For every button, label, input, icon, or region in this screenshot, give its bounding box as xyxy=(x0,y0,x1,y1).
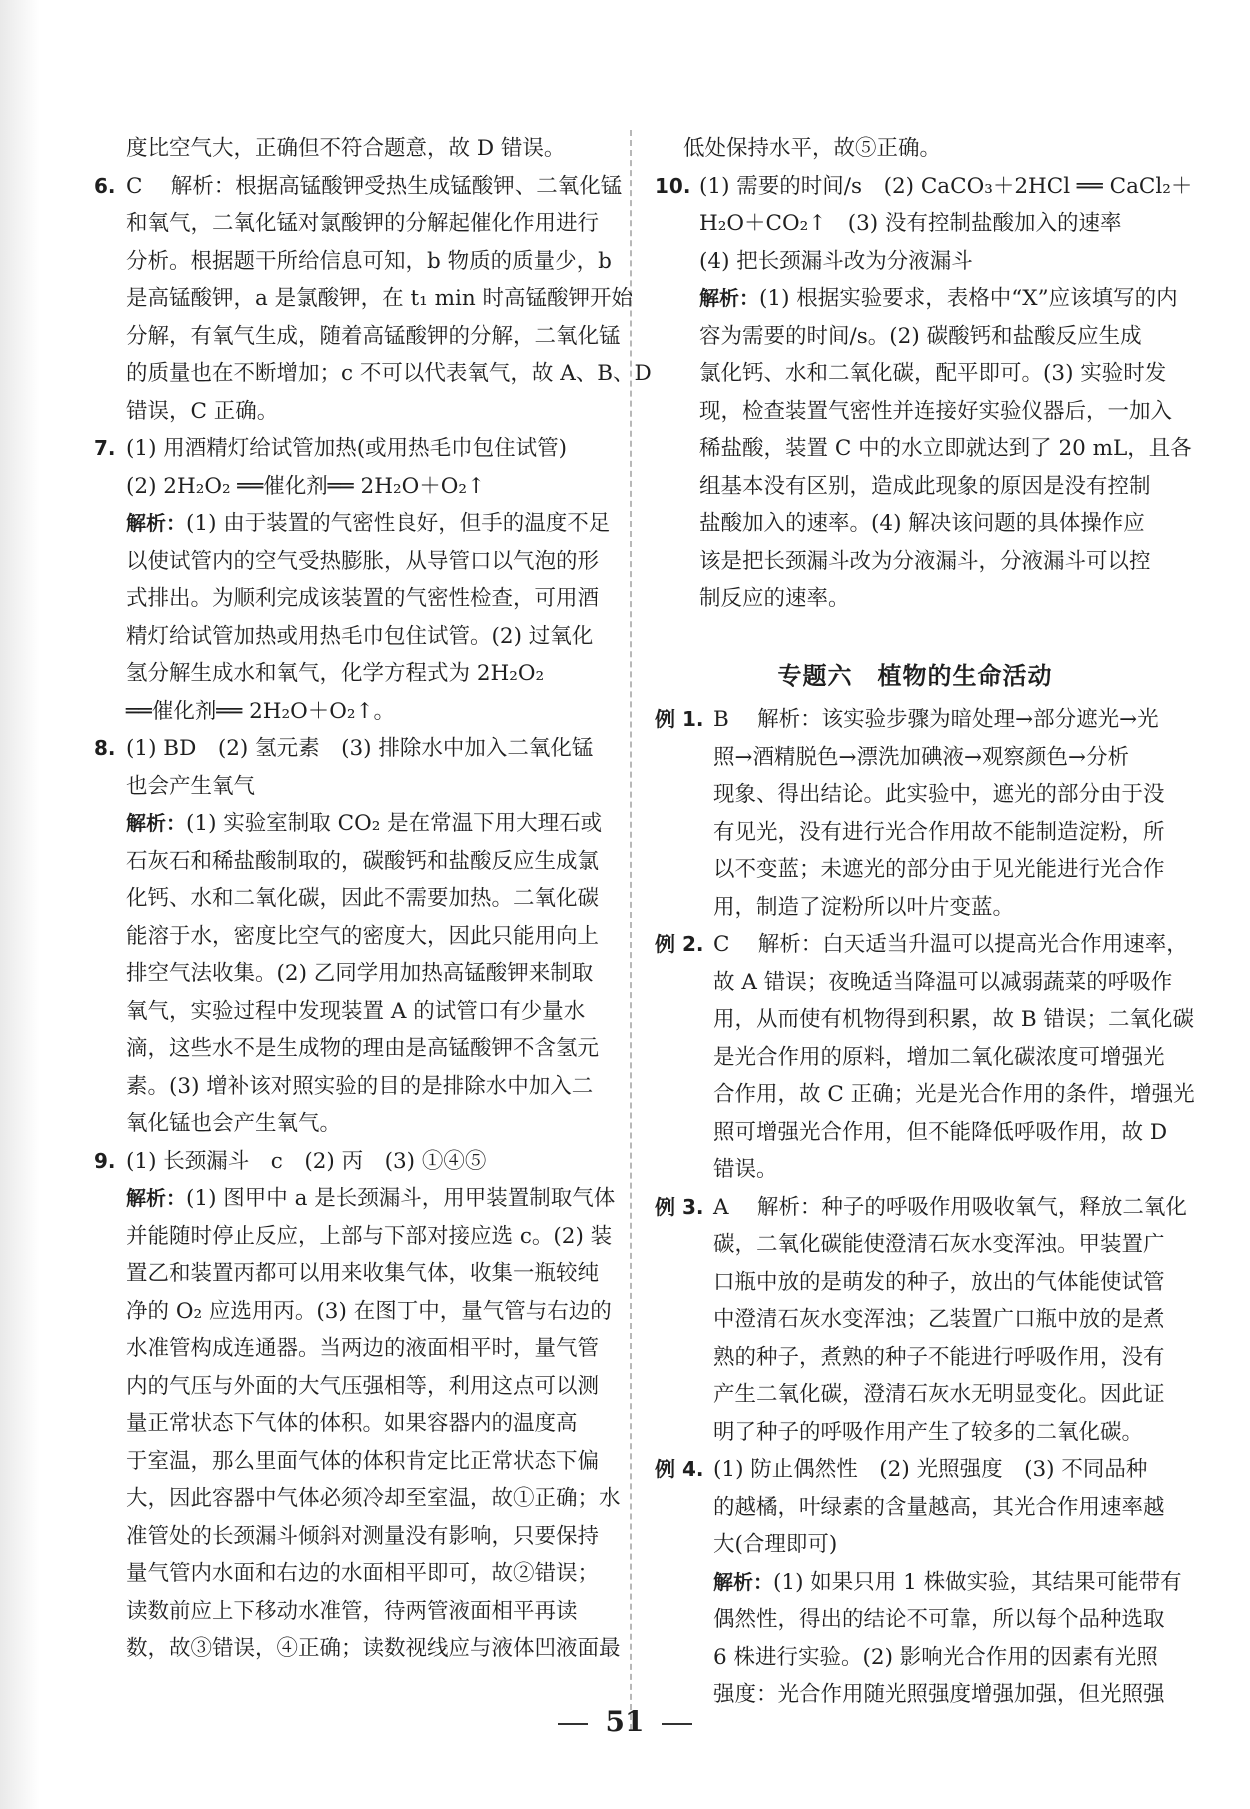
q9-analysis-line: 准管处的长颈漏斗倾斜对测量没有影响，只要保持 xyxy=(126,1523,600,1549)
q10-analysis-line: 现，检查装置气密性并连接好实验仪器后，一加入 xyxy=(699,398,1173,424)
q7-analysis-line: 氢分解生成水和氧气，化学方程式为 2H₂O₂ xyxy=(126,661,545,686)
section-title: 专题六 植物的生命活动 xyxy=(777,661,1053,690)
ex2-line: 用，从而使有机物得到积累，故 B 错误；二氧化碳 xyxy=(713,1007,1194,1032)
analysis-label: 解析： xyxy=(713,1569,773,1594)
q8-answer: 也会产生氧气 xyxy=(126,773,256,799)
q9-analysis-line: 大，因此容器中气体必须冷却至室温，故①正确；水 xyxy=(126,1486,621,1511)
q8-analysis-line: 素。(3) 增补该对照实验的目的是排除水中加入二 xyxy=(126,1073,594,1099)
q10-analysis-line: 该是把长颈漏斗改为分液漏斗，分液漏斗可以控 xyxy=(699,548,1151,574)
question-10 xyxy=(655,168,1193,618)
q6-line: 分析。根据题干所给信息可知，b 物质的质量少，b xyxy=(126,248,612,274)
question-7-number: 7. xyxy=(94,436,116,460)
q9-analysis-line: (1) 图甲中 a 是长颈漏斗，用甲装置制取气体 xyxy=(186,1186,616,1211)
ex3-line: 口瓶中放的是萌发的种子，放出的气体能使试管 xyxy=(713,1269,1165,1295)
q10-answer: H₂O＋CO₂↑ (3) 没有控制盐酸加入的速率 xyxy=(699,211,1122,236)
ex4-analysis-line: 偶然性，得出的结论不可靠，所以每个品种选取 xyxy=(713,1607,1165,1632)
ex1-line: 现象、得出结论。此实验中，遮光的部分由于没 xyxy=(713,782,1165,807)
page-edge-shadow xyxy=(0,0,40,1809)
ex4-answer: 的越橘，叶绿素的含量越高，其光合作用速率越 xyxy=(713,1494,1165,1520)
question-10-number: 10. xyxy=(655,173,691,198)
left-column xyxy=(94,130,652,1668)
ex3-line: A 解析：种子的呼吸作用吸收氧气，释放二氧化 xyxy=(713,1194,1187,1220)
q8-analysis-line: 石灰石和稀盐酸制取的，碳酸钙和盐酸反应生成氯 xyxy=(126,848,600,874)
question-6 xyxy=(94,168,652,431)
ex1-line: 照→酒精脱色→漂洗加碘液→观察颜色→分析 xyxy=(713,744,1130,770)
analysis-label: 解析： xyxy=(126,1186,186,1210)
q9-analysis-line: 读数前应上下移动水准管，待两管液面相平再读 xyxy=(126,1598,578,1624)
ex2-line: 错误。 xyxy=(713,1157,778,1182)
footer-dash-left xyxy=(558,1723,588,1725)
ex3-line: 熟的种子，煮熟的种子不能进行呼吸作用，没有 xyxy=(713,1344,1165,1370)
page-footer xyxy=(0,1705,1250,1738)
q6-line: 是高锰酸钾，a 是氯酸钾，在 t₁ min 时高锰酸钾开始 xyxy=(126,286,634,311)
ex2-line: 是光合作用的原料，增加二氧化碳浓度可增强光 xyxy=(713,1044,1165,1070)
ex4-analysis-line: 强度：光合作用随光照强度增强加强，但光照强 xyxy=(713,1682,1165,1707)
q6-line: C 解析：根据高锰酸钾受热生成锰酸钾、二氧化锰 xyxy=(126,173,623,199)
q9-answer: (1) 长颈漏斗 c (2) 丙 (3) ①④⑤ xyxy=(126,1148,487,1174)
q10-analysis-line: 组基本没有区别，造成此现象的原因是没有控制 xyxy=(699,473,1151,499)
q8-analysis-line: 氧化锰也会产生氧气。 xyxy=(126,1111,342,1136)
q8-analysis-line: 排空气法收集。(2) 乙同学用加热高锰酸钾来制取 xyxy=(126,961,594,986)
q10-analysis-line: (1) 根据实验要求，表格中“X”应该填写的内 xyxy=(759,286,1178,311)
q10-analysis-line: 稀盐酸，装置 C 中的水立即就达到了 20 mL，且各 xyxy=(699,436,1192,461)
q9-analysis-line: 数，故③错误，④正确；读数视线应与液体凹液面最 xyxy=(126,1636,621,1661)
ex3-line: 明了种子的呼吸作用产生了较多的二氧化碳。 xyxy=(713,1419,1144,1445)
q9-analysis-line: 水准管构成连通器。当两边的液面相平时，量气管 xyxy=(126,1336,600,1361)
ex4-analysis-line: (1) 如果只用 1 株做实验，其结果可能带有 xyxy=(773,1569,1182,1595)
analysis-label: 解析： xyxy=(126,511,186,535)
footer-dash-right xyxy=(662,1723,692,1725)
q10-analysis-line: 容为需要的时间/s。(2) 碳酸钙和盐酸反应生成 xyxy=(699,323,1142,349)
example-1 xyxy=(655,701,1175,926)
right-continuation: 低处保持水平，故⑤正确。 xyxy=(683,136,942,161)
q6-line: 错误，C 正确。 xyxy=(126,398,279,424)
q9-analysis-line: 并能随时停止反应，上部与下部对接应选 c。(2) 装 xyxy=(126,1223,613,1249)
ex3-line: 中澄清石灰水变浑浊；乙装置广口瓶中放的是煮 xyxy=(713,1307,1165,1332)
q7-analysis-line: (1) 由于装置的气密性良好，但手的温度不足 xyxy=(186,511,611,536)
question-9 xyxy=(94,1143,621,1668)
q9-analysis-line: 置乙和装置丙都可以用来收集气体，收集一瓶较纯 xyxy=(126,1261,600,1286)
ex2-line: 故 A 错误；夜晚适当降温可以减弱蔬菜的呼吸作 xyxy=(713,969,1173,995)
page-number: 51 xyxy=(605,1705,645,1738)
question-9-number: 9. xyxy=(94,1148,116,1173)
q9-analysis-line: 量正常状态下气体的体积。如果容器内的温度高 xyxy=(126,1411,578,1436)
ex1-line: 以不变蓝；未遮光的部分由于见光能进行光合作 xyxy=(713,857,1165,882)
question-8-number: 8. xyxy=(94,736,116,760)
question-7 xyxy=(94,430,614,730)
ex1-line: 用，制造了淀粉所以叶片变蓝。 xyxy=(713,894,1015,920)
q7-analysis-line: ══催化剂══ 2H₂O＋O₂↑。 xyxy=(126,698,396,724)
q7-analysis-line: 以使试管内的空气受热膨胀，从导管口以气泡的形 xyxy=(126,548,600,574)
q10-analysis-line: 氯化钙、水和二氧化碳，配平即可。(3) 实验时发 xyxy=(699,361,1167,386)
q8-analysis-line: 化钙、水和二氧化碳，因此不需要加热。二氧化碳 xyxy=(126,886,600,911)
ex3-line: 产生二氧化碳，澄清石灰水无明显变化。因此证 xyxy=(713,1382,1165,1407)
ex4-answer: (1) 防止偶然性 (2) 光照强度 (3) 不同品种 xyxy=(713,1457,1148,1482)
q7-answer: (1) 用酒精灯给试管加热(或用热毛巾包住试管) xyxy=(126,436,568,461)
q9-analysis-line: 内的气压与外面的大气压强相等，利用这点可以测 xyxy=(126,1373,600,1399)
q10-answer: (4) 把长颈漏斗改为分液漏斗 xyxy=(699,248,973,274)
ex2-line: C 解析：白天适当升温可以提高光合作用速率， xyxy=(713,932,1188,957)
ex1-line: B 解析：该实验步骤为暗处理→部分遮光→光 xyxy=(713,707,1159,732)
q8-analysis-line: 能溶于水，密度比空气的密度大，因此只能用向上 xyxy=(126,923,600,949)
ex2-line: 合作用，故 C 正确；光是光合作用的条件，增强光 xyxy=(713,1082,1195,1107)
example-2-number: 例 2. xyxy=(655,932,704,956)
q6-line: 和氧气，二氧化锰对氯酸钾的分解起催化作用进行 xyxy=(126,211,600,236)
q10-analysis-line: 盐酸加入的速率。(4) 解决该问题的具体操作应 xyxy=(699,511,1145,536)
q8-analysis-line: 滴，这些水不是生成物的理由是高锰酸钾不含氢元 xyxy=(126,1036,600,1061)
example-3 xyxy=(655,1189,1187,1452)
ex4-answer: 大(合理即可) xyxy=(713,1532,838,1557)
question-8 xyxy=(94,730,614,1143)
q8-analysis-line: 氧气，实验过程中发现装置 A 的试管口有少量水 xyxy=(126,998,586,1024)
q7-answer: (2) 2H₂O₂ ══催化剂══ 2H₂O＋O₂↑ xyxy=(126,473,485,499)
ex2-line: 照可增强光合作用，但不能降低呼吸作用，故 D xyxy=(713,1119,1168,1145)
q10-analysis-line: 制反应的速率。 xyxy=(699,586,850,611)
analysis-label: 解析： xyxy=(699,286,759,310)
ex1-line: 有见光，没有进行光合作用故不能制造淀粉，所 xyxy=(713,819,1165,845)
left-continuation: 度比空气大，正确但不符合题意，故 D 错误。 xyxy=(126,136,566,161)
ex3-line: 碳，二氧化碳能使澄清石灰水变浑浊。甲装置广 xyxy=(713,1232,1165,1257)
example-4-number: 例 4. xyxy=(655,1457,704,1481)
q7-analysis-line: 式排出。为顺利完成该装置的气密性检查，可用酒 xyxy=(126,586,600,611)
right-column xyxy=(655,130,1195,1714)
q7-analysis-line: 精灯给试管加热或用热毛巾包住试管。(2) 过氧化 xyxy=(126,623,594,649)
example-3-number: 例 3. xyxy=(655,1194,704,1219)
q6-line: 分解，有氧气生成，随着高锰酸钾的分解，二氧化锰 xyxy=(126,323,621,349)
ex4-analysis-line: 6 株进行实验。(2) 影响光合作用的因素有光照 xyxy=(713,1644,1158,1670)
question-6-number: 6. xyxy=(94,173,116,198)
example-1-number: 例 1. xyxy=(655,707,704,731)
q9-analysis-line: 于室温，那么里面气体的体积肯定比正常状态下偏 xyxy=(126,1448,600,1474)
q9-analysis-line: 净的 O₂ 应选用丙。(3) 在图丁中，量气管与右边的 xyxy=(126,1298,612,1324)
q6-line: 的质量也在不断增加；c 不可以代表氧气，故 A、B、D xyxy=(126,361,652,386)
q9-analysis-line: 量气管内水面和右边的水面相平即可，故②错误； xyxy=(126,1561,600,1586)
q8-analysis-line: (1) 实验室制取 CO₂ 是在常温下用大理石或 xyxy=(186,811,603,836)
q8-answer: (1) BD (2) 氢元素 (3) 排除水中加入二氧化锰 xyxy=(126,736,594,761)
example-4 xyxy=(655,1451,1182,1714)
q10-answer: (1) 需要的时间/s (2) CaCO₃＋2HCl ══ CaCl₂＋ xyxy=(699,173,1193,199)
analysis-label: 解析： xyxy=(126,811,186,835)
example-2 xyxy=(655,926,1195,1189)
